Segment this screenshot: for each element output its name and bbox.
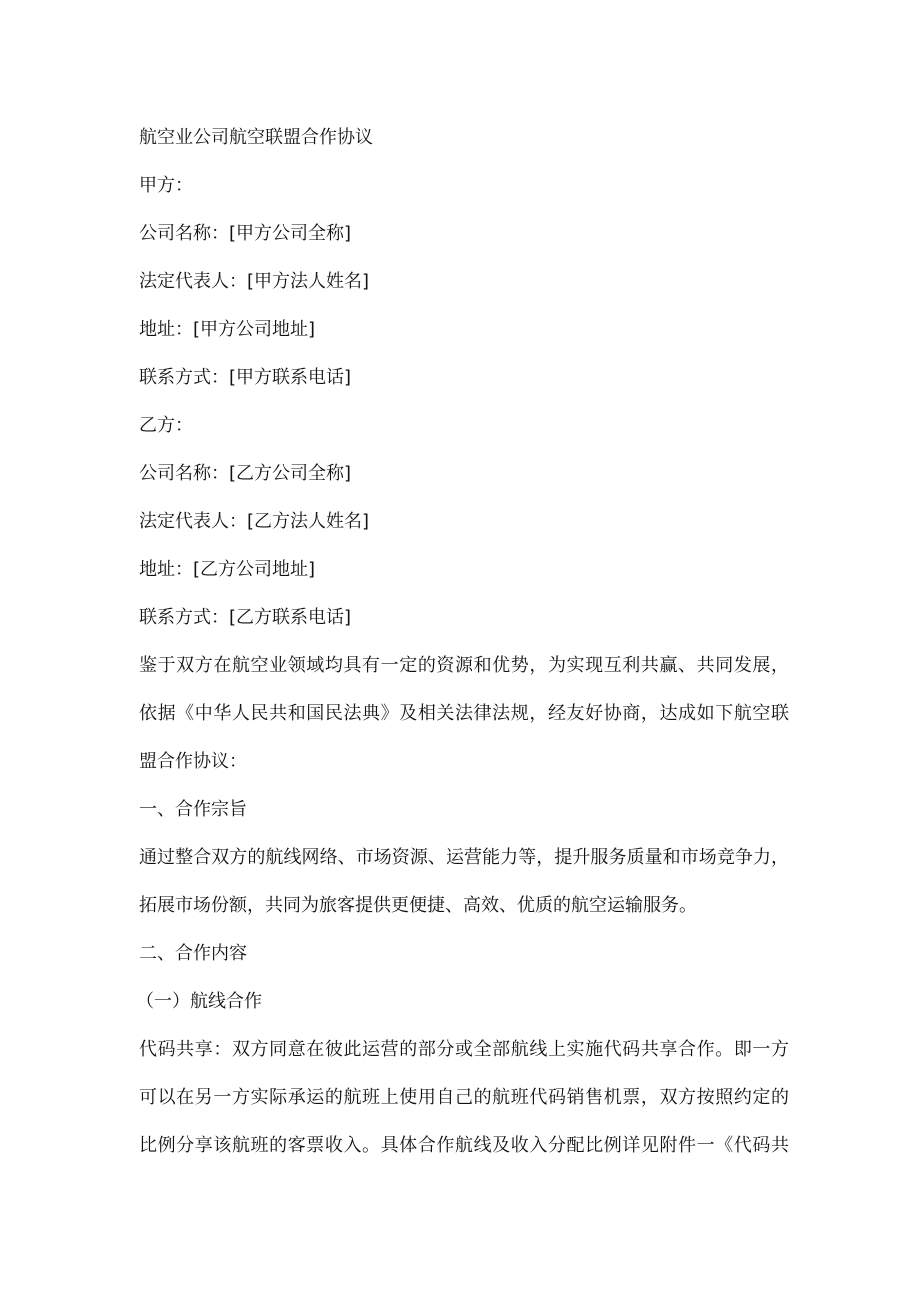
party-a-heading: 甲方： bbox=[139, 175, 193, 196]
party-b-legal-rep: 法定代表人：[乙方法人姓名] bbox=[139, 511, 370, 532]
party-b-contact: 联系方式：[乙方联系电话] bbox=[139, 607, 352, 628]
preamble-line: 盟合作协议： bbox=[139, 751, 247, 772]
section-1-line: 通过整合双方的航线网络、市场资源、运营能力等，提升服务质量和市场竞争力， bbox=[139, 847, 789, 868]
document-title: 航空业公司航空联盟合作协议 bbox=[139, 127, 373, 148]
section-2-sub-1-line: 可以在另一方实际承运的航班上使用自己的航班代码销售机票，双方按照约定的 bbox=[139, 1087, 789, 1108]
party-a-company-name: 公司名称：[甲方公司全称] bbox=[139, 223, 352, 244]
section-1-heading: 一、合作宗旨 bbox=[139, 799, 247, 820]
section-2-heading: 二、合作内容 bbox=[139, 943, 247, 964]
section-2-sub-1-line: 比例分享该航班的客票收入。具体合作航线及收入分配比例详见附件一《代码共 bbox=[139, 1135, 789, 1156]
party-b-address: 地址：[乙方公司地址] bbox=[139, 559, 316, 580]
party-a-address: 地址：[甲方公司地址] bbox=[139, 319, 316, 340]
party-a-legal-rep: 法定代表人：[甲方法人姓名] bbox=[139, 271, 370, 292]
section-2-sub-1-heading: （一）航线合作 bbox=[136, 991, 262, 1012]
section-1-line: 拓展市场份额，共同为旅客提供更便捷、高效、优质的航空运输服务。 bbox=[139, 895, 697, 916]
preamble-line: 鉴于双方在航空业领域均具有一定的资源和优势，为实现互利共赢、共同发展， bbox=[139, 655, 789, 676]
section-2-sub-1-line: 代码共享：双方同意在彼此运营的部分或全部航线上实施代码共享合作。即一方 bbox=[139, 1039, 789, 1060]
party-b-heading: 乙方： bbox=[139, 415, 193, 436]
preamble-line: 依据《中华人民共和国民法典》及相关法律法规，经友好协商，达成如下航空联 bbox=[139, 703, 789, 724]
party-a-contact: 联系方式：[甲方联系电话] bbox=[139, 367, 352, 388]
party-b-company-name: 公司名称：[乙方公司全称] bbox=[139, 463, 352, 484]
